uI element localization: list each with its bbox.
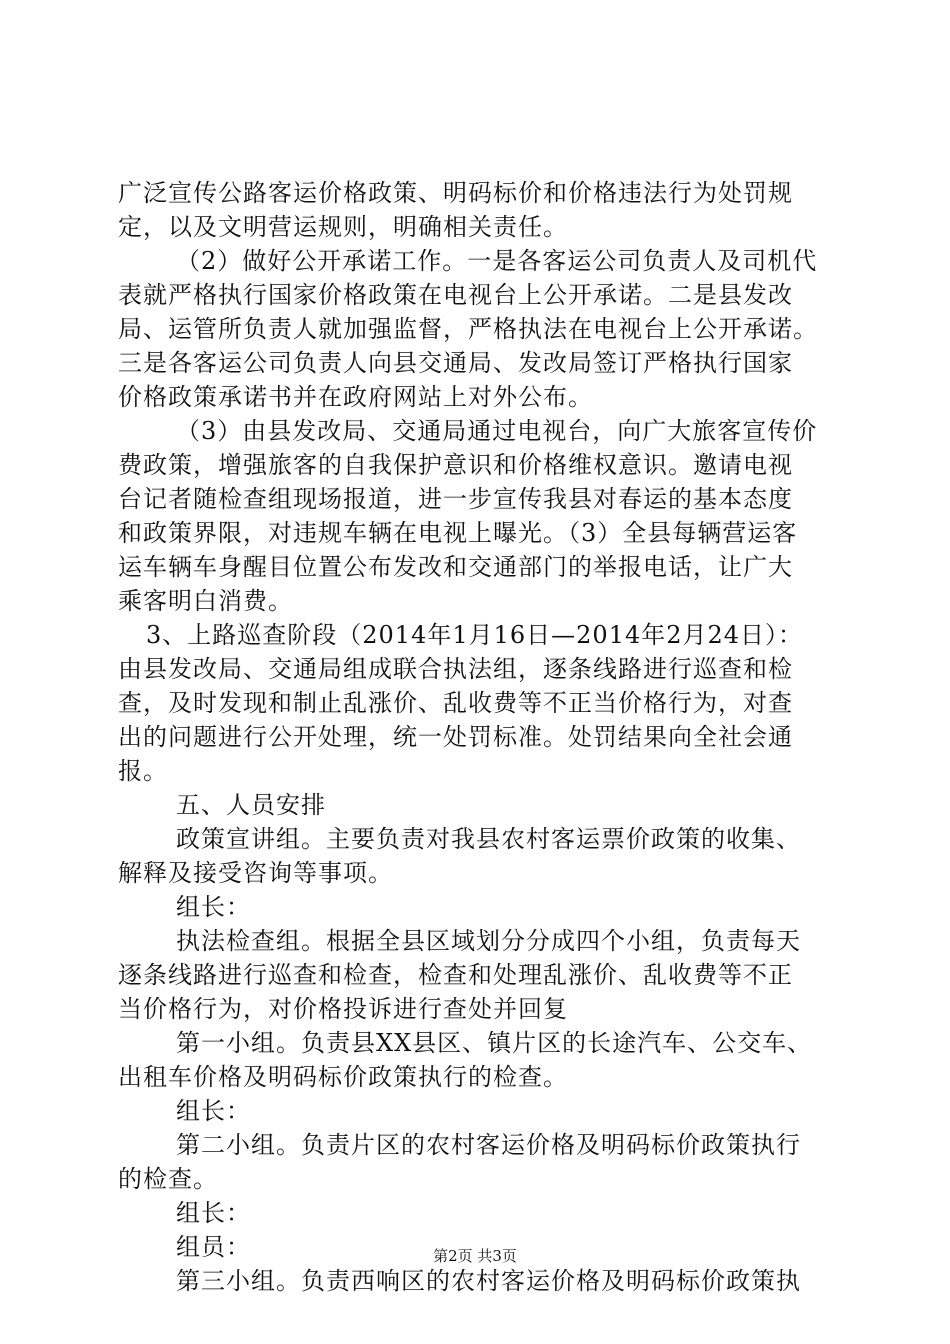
text-line: 和政策界限，对违规车辆在电视上曝光。（3）全县每辆营运客 bbox=[118, 519, 798, 547]
text-line: 定，以及文明营运规则，明确相关责任。 bbox=[118, 213, 568, 241]
text-line: 逐条线路进行巡查和检查，检查和处理乱涨价、乱收费等不正 bbox=[118, 961, 793, 989]
section-heading: 五、人员安排 bbox=[176, 791, 326, 819]
text-line: 组长： bbox=[176, 893, 251, 921]
text-line: 第一小组。负责县XX县区、镇片区的长途汽车、公交车、 bbox=[176, 1029, 813, 1057]
text-line: 表就严格执行国家价格政策在电视台上公开承诺。二是县发改 bbox=[118, 281, 793, 309]
text-line: 台记者随检查组现场报道，进一步宣传我县对春运的基本态度 bbox=[118, 485, 793, 513]
text-line: 政策宣讲组。主要负责对我县农村客运票价政策的收集、 bbox=[176, 825, 801, 853]
text-line: 解释及接受咨询等事项。 bbox=[118, 859, 393, 887]
text-line: 当价格行为，对价格投诉进行查处并回复 bbox=[118, 995, 568, 1023]
text-line: 运车辆车身醒目位置公布发改和交通部门的举报电话，让广大 bbox=[118, 553, 793, 581]
text-line: 的检查。 bbox=[118, 1165, 218, 1193]
text-line: 报。 bbox=[118, 757, 168, 785]
text-line: 组长： bbox=[176, 1199, 251, 1227]
text-line: 执法检查组。根据全县区域划分分成四个小组，负责每天 bbox=[176, 927, 801, 955]
text-line: 组员： bbox=[176, 1233, 251, 1261]
text-line: （3）由县发改局、交通局通过电视台，向广大旅客宣传价 bbox=[176, 417, 818, 445]
text-line: 第二小组。负责片区的农村客运价格及明码标价政策执行 bbox=[176, 1131, 801, 1159]
text-line: 广泛宣传公路客运价格政策、明码标价和价格违法行为处罚规 bbox=[118, 179, 793, 207]
text-line: 价格政策承诺书并在政府网站上对外公布。 bbox=[118, 383, 593, 411]
text-line: 查，及时发现和制止乱涨价、乱收费等不正当价格行为，对查 bbox=[118, 689, 793, 717]
text-line: 3、上路巡查阶段（2014年1月16日—2014年2月24日）： bbox=[146, 621, 804, 649]
text-line: 第三小组。负责西响区的农村客运价格及明码标价政策执 bbox=[176, 1267, 801, 1295]
text-line: 出租车价格及明码标价政策执行的检查。 bbox=[118, 1063, 568, 1091]
page-number-footer: 第2页 共3页 bbox=[433, 1247, 517, 1265]
text-line: 三是各客运公司负责人向县交通局、发改局签订严格执行国家 bbox=[118, 349, 793, 377]
text-line: 局、运管所负责人就加强监督，严格执法在电视台上公开承诺。 bbox=[118, 315, 818, 343]
text-line: 费政策，增强旅客的自我保护意识和价格维权意识。邀请电视 bbox=[118, 451, 793, 479]
text-line: 乘客明白消费。 bbox=[118, 587, 293, 615]
text-line: 出的问题进行公开处理，统一处罚标准。处罚结果向全社会通 bbox=[118, 723, 793, 751]
text-line: 由县发改局、交通局组成联合执法组，逐条线路进行巡查和检 bbox=[118, 655, 793, 683]
document-body bbox=[118, 176, 888, 1298]
text-line: （2）做好公开承诺工作。一是各客运公司负责人及司机代 bbox=[176, 247, 818, 275]
text-line: 组长： bbox=[176, 1097, 251, 1125]
